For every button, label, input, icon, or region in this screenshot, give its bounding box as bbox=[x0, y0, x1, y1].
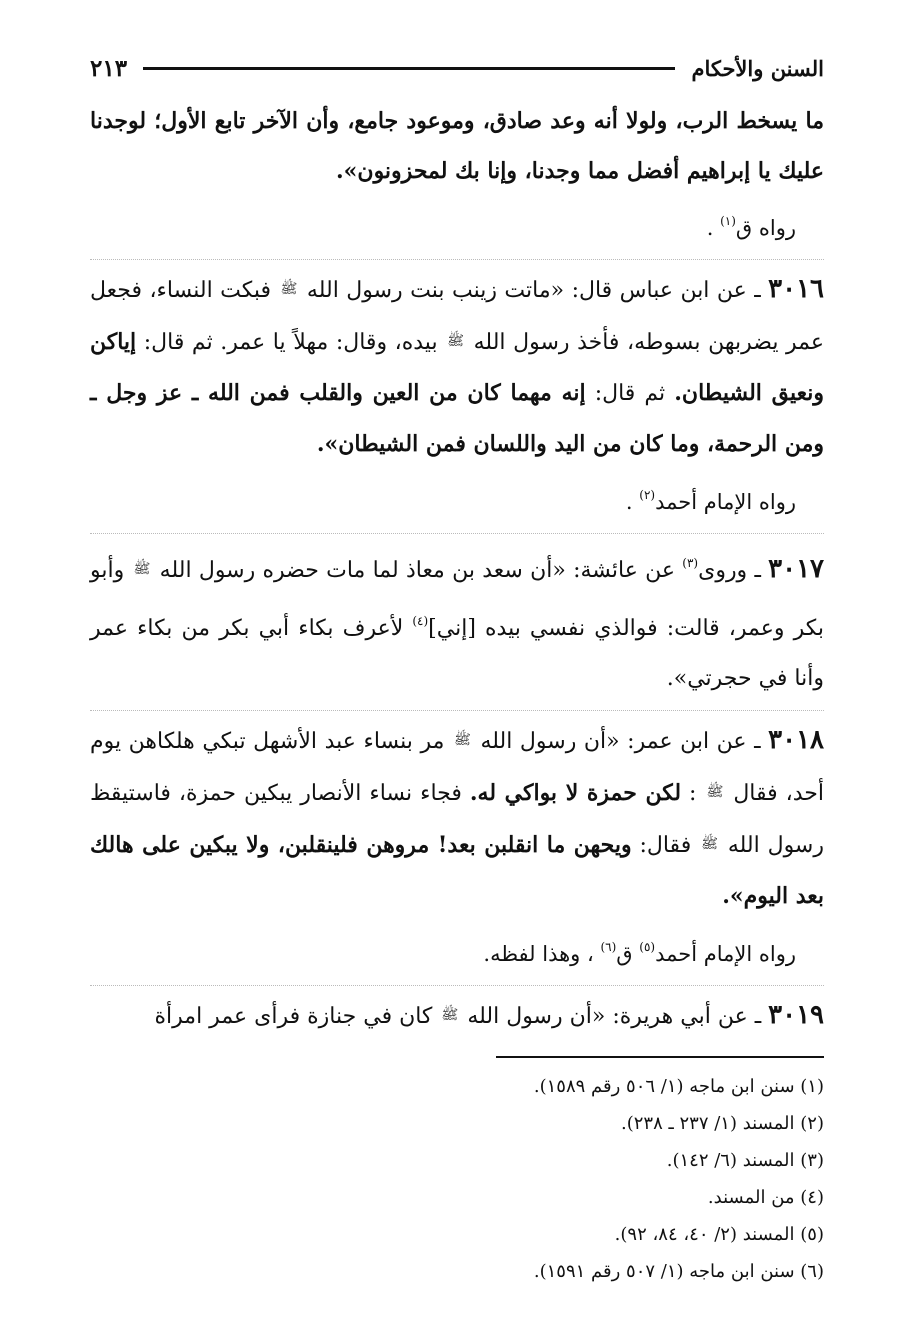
footnote-divider bbox=[496, 1056, 824, 1058]
hadith-text: : bbox=[681, 781, 705, 806]
footnote-2: (٢) المسند (١/ ٢٣٧ ـ ٢٣٨). bbox=[621, 1113, 824, 1134]
hadith-3018-narrator bbox=[90, 922, 824, 979]
hadith-text: لأعرف بكاء أبي بكر من بكاء عمر وأنا في حجرتي». bbox=[90, 616, 824, 691]
narrator-text: رواه الإمام أحمد bbox=[655, 490, 796, 514]
hadith-number: ٣٠١٧ bbox=[768, 554, 825, 584]
page-number: ٢١٣ bbox=[90, 54, 128, 82]
hadith-3016 bbox=[90, 264, 824, 470]
footnote-3: (٣) المسند (٦/ ١٤٢). bbox=[666, 1150, 824, 1171]
prophetic-saying: إنه مهما كان من العين والقلب فمن الله ـ عز وجل ـ ومن الرحمة، وما كان من اليد واللسان فمن الشيطان». bbox=[90, 380, 824, 457]
salawat-glyph: ﷺ bbox=[706, 784, 724, 800]
footnote-4: (٤) من المسند. bbox=[707, 1187, 824, 1208]
prophetic-saying: إياكن ونعيق الشيطان. bbox=[90, 329, 824, 406]
hadith-text: بيده، وقال: مهلاً يا عمر. ثم قال: bbox=[136, 330, 446, 355]
footnote-ref: (١) bbox=[720, 214, 736, 228]
footnote-1: (١) سنن ابن ماجه (١/ ٥٠٦ رقم ١٥٨٩). bbox=[533, 1076, 824, 1097]
footnotes bbox=[90, 1068, 824, 1290]
narrator-text: ق bbox=[616, 942, 640, 966]
hadith-3017 bbox=[90, 538, 824, 704]
narrator-end: . bbox=[706, 216, 721, 240]
hadith-text: فجاء نساء الأنصار يبكين حمزة، فاستيقظ رسول الله bbox=[90, 781, 824, 858]
salawat-glyph: ﷺ bbox=[280, 281, 298, 297]
footnote-ref: (٣) bbox=[682, 556, 699, 570]
hadith-number: ٣٠١٨ bbox=[768, 725, 824, 755]
prophetic-saying: ويحهن ما انقلبن بعد! مروهن فلينقلبن، ولا يبكين على هالك بعد اليوم». bbox=[90, 832, 824, 909]
footnote-ref: (٤) bbox=[412, 614, 429, 628]
salawat-glyph: ﷺ bbox=[441, 1007, 459, 1023]
footnote-ref: (٦) bbox=[600, 940, 617, 954]
narrator-text: رواه الإمام أحمد bbox=[655, 942, 796, 966]
hadith-number: ٣٠١٦ bbox=[768, 274, 824, 304]
hadith-text: ـ عن ابن عباس قال: «ماتت زينب بنت رسول الله bbox=[299, 278, 769, 303]
hadith-text: عن عائشة: «أن سعد بن معاذ لما مات حضره رسول الله bbox=[152, 558, 683, 583]
header-rule bbox=[143, 67, 675, 70]
salawat-glyph: ﷺ bbox=[701, 836, 718, 852]
hadith-number: ٣٠١٩ bbox=[768, 1000, 824, 1030]
prophetic-saying: لكن حمزة لا بواكي له. bbox=[469, 780, 682, 806]
salawat-glyph: ﷺ bbox=[133, 561, 151, 577]
hadith-3019 bbox=[90, 990, 824, 1042]
footnote-ref: (٢) bbox=[639, 488, 656, 502]
hadith-text: ـ وروى bbox=[698, 558, 769, 583]
hadith-text: ـ عن أبي هريرة: «أن رسول الله bbox=[460, 1004, 769, 1029]
footnote-5: (٥) المسند (٢/ ٤٠، ٨٤، ٩٢). bbox=[614, 1224, 824, 1245]
opening-paragraph bbox=[90, 96, 824, 196]
hadith-text: فبكت النساء، فجعل عمر يضربهن بسوطه، فأخذ رسول الله bbox=[90, 278, 824, 355]
opening-line-1: ما يسخط الرب، ولولا أنه وعد صادق، وموعود جامع، وأن الآخر تابع الأول؛ bbox=[154, 108, 824, 134]
opening-narrator bbox=[90, 196, 824, 253]
footnote-6: (٦) سنن ابن ماجه (١/ ٥٠٧ رقم ١٥٩١). bbox=[533, 1261, 824, 1282]
narrator-text: رواه ق bbox=[735, 216, 796, 240]
hadith-text: ثم قال: bbox=[585, 381, 675, 406]
book-page bbox=[90, 48, 824, 1290]
hadith-3018 bbox=[90, 715, 824, 922]
hadith-separator bbox=[90, 710, 824, 711]
hadith-text: مر بنساء عبد الأشهل تبكي هلكاهن يوم أحد، فقال bbox=[90, 729, 824, 806]
page-header bbox=[90, 48, 824, 88]
hadith-text: ـ عن ابن عمر: «أن رسول الله bbox=[472, 729, 769, 754]
running-title: السنن والأحكام bbox=[691, 55, 824, 81]
narrator-end: ، وهذا لفظه. bbox=[483, 942, 601, 966]
hadith-3016-narrator bbox=[90, 470, 824, 527]
hadith-text: وأبو بكر وعمر، قالت: فوالذي نفسي بيده [إني] bbox=[90, 558, 824, 641]
hadith-text: فقال: bbox=[631, 833, 700, 858]
salawat-glyph: ﷺ bbox=[447, 333, 465, 349]
footnote-ref: (٥) bbox=[639, 940, 656, 954]
narrator-end: . bbox=[625, 490, 640, 514]
hadith-separator bbox=[90, 533, 824, 534]
hadith-separator bbox=[90, 259, 824, 260]
body-text bbox=[90, 96, 824, 1042]
opening-line-2: لوجدنا عليك يا إبراهيم أفضل مما وجدنا، وإنا بك لمحزونون». bbox=[90, 108, 824, 184]
hadith-text: كان في جنازة فرأى عمر امرأة bbox=[154, 1004, 440, 1029]
hadith-separator bbox=[90, 985, 824, 986]
salawat-glyph: ﷺ bbox=[453, 732, 471, 748]
